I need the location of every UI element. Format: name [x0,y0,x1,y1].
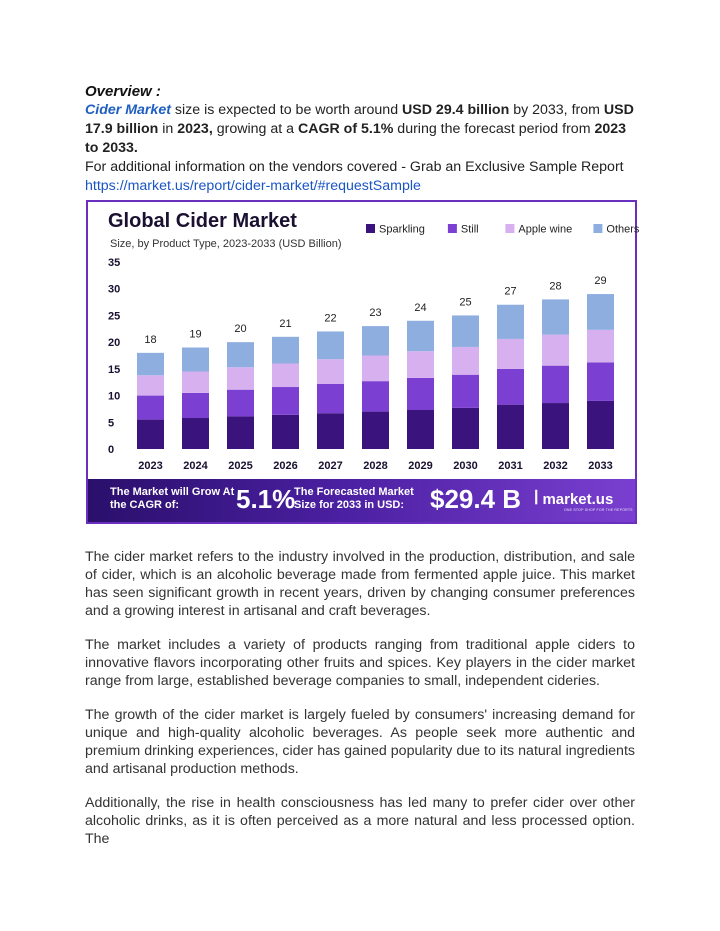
bar-segment [272,337,299,364]
bar-total-label: 18 [144,333,157,346]
bar-segment [407,410,434,449]
bars-group [137,275,614,449]
bar-total-label: 22 [324,312,337,325]
bar-segment [497,305,524,339]
x-tick-label: 2026 [273,460,298,472]
x-axis [138,460,612,472]
overview-section [85,82,637,196]
x-tick-label: 2028 [363,460,388,472]
bar-segment [587,294,614,330]
x-tick-label: 2025 [228,460,253,472]
summary-text: in [158,121,178,137]
legend-label: Sparkling [379,223,425,236]
bar-segment [182,418,209,449]
x-tick-label: 2032 [543,460,568,472]
x-tick-label: 2033 [588,460,613,472]
bar-segment [497,369,524,405]
overview-heading: Overview : [85,83,161,100]
summary-text: by 2033, from [509,102,604,118]
bar-total-label: 27 [504,285,517,298]
bar-segment [227,367,254,389]
x-tick-label: 2031 [498,460,523,472]
forecast-value: $29.4 B [430,484,522,514]
bar-segment [407,351,434,378]
summary-text: growing at a [212,121,298,137]
bar-segment [317,359,344,384]
bar-segment [587,401,614,449]
y-tick-label: 25 [108,310,121,323]
y-tick-label: 10 [108,390,121,403]
market-us-logo-icon: ꟾ [534,491,539,508]
y-tick-label: 20 [108,337,121,350]
bar-segment [272,387,299,415]
bar-segment [272,364,299,388]
legend-swatch [366,224,375,233]
bar-segment [542,366,569,403]
overview-info: For additional information on the vendors covered - Grab an Exclusive Sample Report [85,159,624,175]
x-tick-label: 2029 [408,460,433,472]
bar-segment [497,339,524,369]
bar-segment [137,396,164,420]
bar-segment [407,321,434,351]
summary-bold: USD 17.9 billion [85,102,634,137]
paragraph: The market includes a variety of products ranging from traditional apple ciders to innovative flavors incorporating other fruits and spices. Key players in the cider market range from large, established beverage companies to small, independent cideries. [85,637,635,689]
bar-total-label: 20 [234,323,247,336]
summary-text: size is expected to be worth around [170,102,403,118]
forecast-label: The Forecasted Market Size for 2033 in USD: [294,486,414,511]
sample-report-link[interactable]: https://market.us/report/cider-market/#requestSample [85,178,421,194]
cider-market-link[interactable]: Cider Market [85,102,171,118]
summary-bold: USD 29.4 billion [402,102,510,118]
chart-subtitle: Size, by Product Type, 2023-2033 (USD Billion) [110,238,342,250]
legend-label: Others [606,223,640,236]
bar-segment [542,403,569,449]
article-body [85,548,635,864]
bar-segment [182,393,209,418]
legend-label: Still [460,223,479,236]
summary-banner [88,479,635,522]
bar-segment [452,375,479,408]
bar-segment [542,299,569,334]
legend-swatch [593,224,602,233]
bar-segment [182,347,209,371]
legend-swatch [448,224,457,233]
bar-segment [317,384,344,413]
bar-segment [362,412,389,449]
bar-segment [452,408,479,449]
x-tick-label: 2023 [138,460,163,472]
bar-segment [227,416,254,449]
bar-segment [137,353,164,375]
summary-text: during the forecast period from [393,121,595,137]
bar-segment [362,326,389,355]
bar-segment [137,375,164,395]
y-tick-label: 0 [108,444,115,456]
summary-bold: CAGR of 5.1% [297,121,394,137]
bar-segment [137,420,164,449]
paragraph: The growth of the cider market is largely fueled by consumers' increasing demand for unique and high-quality alcoholic beverages. As people seek more authentic and premium drinking experiences, cider has gained popularity due to its natural ingredients and artisanal production methods. [85,707,635,777]
legend-label: Apple wine [518,223,573,236]
bar-segment [407,378,434,410]
logo-text: market.us [542,491,614,508]
x-tick-label: 2024 [183,460,208,472]
cagr-value: 5.1% [236,484,296,514]
bar-segment [272,415,299,449]
bar-segment [182,372,209,393]
overview-summary [85,101,637,158]
y-tick-label: 15 [108,363,121,376]
x-tick-label: 2027 [318,460,343,472]
y-axis [108,257,120,456]
bar-segment [227,342,254,367]
bar-segment [317,331,344,359]
bar-segment [542,335,569,366]
bar-segment [587,362,614,400]
bar-segment [317,413,344,449]
bar-segment [362,356,389,382]
cider-market-infographic [86,200,640,524]
summary-bold: 2023, [177,121,213,137]
y-tick-label: 5 [108,417,115,430]
bar-segment [497,405,524,449]
chart-legend [366,224,640,236]
bar-segment [452,347,479,375]
stacked-bar-chart [88,202,640,479]
paragraph: Additionally, the rise in health consciousness has led many to prefer cider over other alcoholic drinks, as it is often perceived as a more natural and less processed option. The [85,795,635,847]
bar-total-label: 29 [594,275,607,288]
bar-segment [587,330,614,363]
bar-segment [227,390,254,417]
y-tick-label: 30 [108,283,121,296]
bar-total-label: 28 [549,280,562,293]
bar-total-label: 24 [414,301,427,314]
logo-tagline: ONE STOP SHOP FOR THE REPORTS [564,508,633,512]
bar-total-label: 21 [279,317,292,330]
summary-bold: 2023 to 2033. [85,121,627,156]
bar-total-label: 25 [459,296,472,309]
bar-segment [362,381,389,411]
market-us-logo [534,490,613,508]
bar-total-label: 19 [189,328,202,341]
bar-total-label: 23 [369,307,382,320]
legend-swatch [505,224,514,233]
chart-title: Global Cider Market [108,210,297,232]
paragraph: The cider market refers to the industry involved in the production, distribution, and sale of cider, which is an alcoholic beverage made from fermented apple juice. This market has seen significant growth in recent years, driven by changing consumer preferences and a growing interest in artisanal and craft beverages. [85,549,635,619]
y-tick-label: 35 [108,257,121,269]
bar-segment [452,315,479,347]
x-tick-label: 2030 [453,460,478,472]
cagr-label: The Market will Grow At the CAGR of: [110,486,235,511]
